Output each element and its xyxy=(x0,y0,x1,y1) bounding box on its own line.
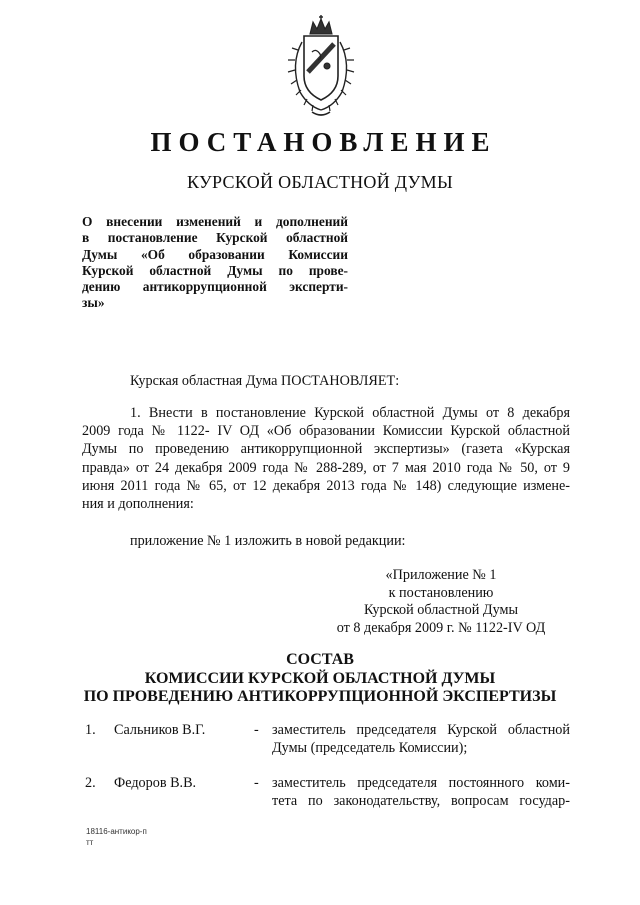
heading-line: СОСТАВ xyxy=(286,651,354,668)
paragraph-line: Думы по проведению антикоррупционной экспертизы» (газета «Курская xyxy=(82,441,570,458)
issuing-organization: КУРСКОЙ ОБЛАСТНОЙ ДУМЫ xyxy=(187,172,453,192)
composition-heading xyxy=(0,651,640,707)
member-number: 2. xyxy=(85,775,96,791)
subject-line: дению антикоррупционной эксперти- xyxy=(82,279,348,295)
coat-of-arms-emblem xyxy=(282,14,360,120)
description-line: заместитель председателя постоянного коми- xyxy=(272,775,570,791)
attachment-line: Курской областной Думы xyxy=(363,602,519,619)
member-name: Сальников В.Г. xyxy=(114,722,206,738)
attachment-reference xyxy=(311,567,571,637)
subject-line: Думы «Об образовании Комиссии xyxy=(82,246,348,262)
subject-line: зы» xyxy=(82,295,105,311)
heading-line: ПО ПРОВЕДЕНИЮ АНТИКОРРУПЦИОННОЙ ЭКСПЕРТИЗЫ xyxy=(83,688,557,705)
paragraph-line: ния и дополнения: xyxy=(82,496,194,513)
member-description xyxy=(272,775,570,810)
subject-line: Курской областной Думы по прове- xyxy=(82,262,348,278)
footer-line: тт xyxy=(86,838,94,847)
resolution-intro: Курская областная Дума ПОСТАНОВЛЯЕТ: xyxy=(130,373,400,389)
paragraph-line: правда» от 24 декабря 2009 года № 288-289, от 7 мая 2010 года № 50, от 9 xyxy=(82,459,570,476)
description-line: тета по законодательству, вопросам государ- xyxy=(272,792,570,809)
member-description xyxy=(272,722,570,757)
attachment-line: к постановлению xyxy=(388,584,494,601)
attachment-line: от 8 декабря 2009 г. № 1122-IV ОД xyxy=(336,619,546,636)
paragraph-line: июня 2011 года № 65, от 12 декабря 2013 года № 148) следующие измене- xyxy=(82,477,570,494)
footer-code xyxy=(86,826,147,848)
document-subject xyxy=(82,214,348,312)
attachment-line: «Приложение № 1 xyxy=(385,567,497,583)
subject-line: О внесении изменений и дополнений xyxy=(82,214,348,229)
member-dash: - xyxy=(254,722,259,738)
footer-line: 18116-антикор-п xyxy=(86,827,147,836)
member-number: 1. xyxy=(85,722,96,738)
member-dash: - xyxy=(254,775,259,791)
member-name: Федоров В.В. xyxy=(114,775,197,791)
heading-line: КОМИССИИ КУРСКОЙ ОБЛАСТНОЙ ДУМЫ xyxy=(144,669,496,687)
appendix-instruction: приложение № 1 изложить в новой редакции: xyxy=(130,533,406,549)
paragraph-line: 1. Внести в постановление Курской областной Думы от 8 декабря xyxy=(130,405,570,421)
paragraph-line: 2009 года № 1122- IV ОД «Об образовании Комиссии Курской областной xyxy=(82,423,570,440)
description-line: заместитель председателя Курской областной xyxy=(272,722,570,738)
subject-line: в постановление Курской областной xyxy=(82,230,348,246)
resolution-paragraph xyxy=(82,404,570,513)
document-title: ПОСТАНОВЛЕНИЕ xyxy=(150,127,497,157)
description-line: Думы (председатель Комиссии); xyxy=(272,739,468,756)
